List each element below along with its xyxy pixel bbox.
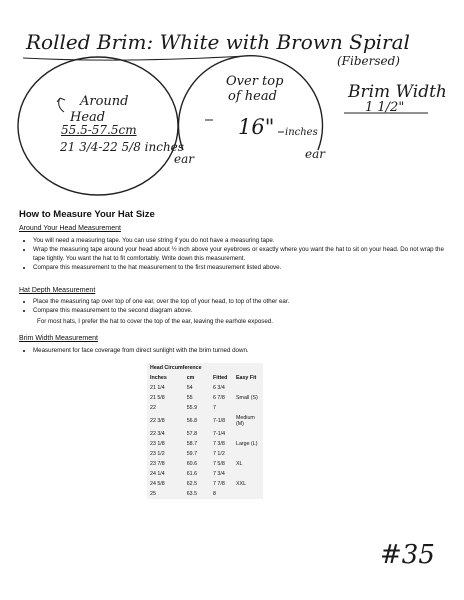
cell-cm: 57.8 xyxy=(186,431,198,437)
depth-note: For most hats, I prefer the hat to cover the top of the ear, leaving the earhole exposed. xyxy=(37,318,273,325)
cell-fitted: 7 7/8 xyxy=(213,481,225,487)
cell-fitted: 7 3/8 xyxy=(213,441,225,447)
cell-cm: 63.5 xyxy=(186,491,198,497)
table-row xyxy=(147,489,263,499)
cell-inches: 24 1/4 xyxy=(150,471,165,477)
cell-cm: 56.8 xyxy=(186,418,198,424)
cell-fitted: 6 7/8 xyxy=(213,395,225,401)
table-row xyxy=(147,413,263,429)
header-handwriting: Rolled Brim: White with Brown Spiral xyxy=(26,30,410,54)
page-title: How to Measure Your Hat Size xyxy=(19,209,155,220)
over-top-1: Over top xyxy=(226,74,284,89)
cell-fitted: 7 1/2 xyxy=(213,451,225,457)
around-inches: 21 3/4-22 5/8 inches xyxy=(60,140,184,154)
table-row xyxy=(147,383,263,393)
cell-easy: XL xyxy=(236,461,243,467)
cell-cm: 62.5 xyxy=(186,481,198,487)
cell-easy xyxy=(233,489,263,499)
list-item: • Measurement for face coverage from direct sunlight with the brim turned down. xyxy=(33,346,453,355)
cell-easy xyxy=(233,449,263,459)
brim-value: 1 1/2" xyxy=(365,100,405,115)
ear-left: ear xyxy=(174,152,194,166)
cell-cm: 54 xyxy=(186,385,193,391)
col-header-cm: cm xyxy=(186,375,195,381)
cell-cm: 55 xyxy=(186,395,193,401)
cell-inches: 24 5/8 xyxy=(150,481,165,487)
cell-inches: 22 3/4 xyxy=(150,431,165,437)
table-row xyxy=(147,439,263,449)
cell-cm: 58.7 xyxy=(186,441,198,447)
over-value: 16" xyxy=(238,115,275,139)
cell-cm: 55.9 xyxy=(186,405,198,411)
col-header-inches: Inches xyxy=(150,375,167,381)
around-label-1: Around xyxy=(80,94,129,109)
cell-cm: 61.6 xyxy=(186,471,198,477)
col-header-easy-fit: Easy Fit xyxy=(236,375,257,381)
list-item: • Compare this measurement to the second diagram above. xyxy=(33,306,453,315)
table-group-header: Head Circumference xyxy=(150,365,202,371)
cell-cm: 60.6 xyxy=(186,461,198,467)
cell-inches: 23 7/8 xyxy=(150,461,165,467)
list-item: • Wrap the measuring tape around your head about ½ inch above your eyebrows or exactly where you want the hat to sit on your head. Do not wrap the tape tightly. You want the hat to fit comfortably. Write down this measurement. xyxy=(33,245,453,263)
cell-inches: 23 1/2 xyxy=(150,451,165,457)
cell-fitted: 7 xyxy=(213,405,216,411)
section-heading-depth: Hat Depth Measurement xyxy=(19,287,96,294)
ear-right: ear xyxy=(305,147,325,161)
table-row xyxy=(147,479,263,489)
cell-easy xyxy=(233,403,263,413)
cell-cm: 59.7 xyxy=(186,451,198,457)
underline-header xyxy=(23,56,245,60)
around-label-2: Head xyxy=(70,110,106,125)
cell-inches: 25 xyxy=(150,491,156,497)
cell-fitted: 7 3/4 xyxy=(213,471,225,477)
size-table-body xyxy=(147,383,263,499)
cell-easy xyxy=(233,469,263,479)
brim-title: Brim Width xyxy=(348,82,447,102)
cell-easy xyxy=(233,429,263,439)
cell-inches: 23 1/8 xyxy=(150,441,165,447)
cell-easy xyxy=(233,383,263,393)
cell-easy: XXL xyxy=(236,481,247,487)
list-item: • Place the measuring tap over top of one ear, over the top of your head, to top of the other ear. xyxy=(33,297,453,306)
over-unit: inches xyxy=(285,127,318,138)
section-heading-brim: Brim Width Measurement xyxy=(19,335,98,342)
cell-easy: Medium (M) xyxy=(236,415,255,427)
cell-fitted: 6 3/4 xyxy=(213,385,225,391)
cell-inches: 22 3/8 xyxy=(150,418,165,424)
brim-bullet-list xyxy=(19,346,453,355)
cell-inches: 21 5/8 xyxy=(150,395,165,401)
cell-fitted: 7 5/8 xyxy=(213,461,225,467)
list-item: • Compare this measurement to the hat measurement to the first measurement listed above. xyxy=(33,263,453,272)
fiber-handwriting: (Fibersed) xyxy=(337,54,400,68)
table-row xyxy=(147,393,263,403)
col-header-fitted: Fitted xyxy=(213,375,228,381)
table-row xyxy=(147,469,263,479)
cell-easy: Large (L) xyxy=(236,441,258,447)
arrow-curve xyxy=(57,98,65,112)
table-row xyxy=(147,449,263,459)
table-row xyxy=(147,429,263,439)
list-item: • You will need a measuring tape. You can use string if you do not have a measuring tape. xyxy=(33,236,453,245)
over-top-2: of head xyxy=(228,89,277,104)
page-number: #35 xyxy=(380,540,435,570)
cell-fitted: 7-1/8 xyxy=(213,418,226,424)
section-heading-around: Around Your Head Measurement xyxy=(19,225,121,232)
cell-inches: 21 1/4 xyxy=(150,385,165,391)
around-cm: 55.5-57.5cm xyxy=(61,123,137,137)
cell-fitted: 8 xyxy=(213,491,216,497)
table-row xyxy=(147,459,263,469)
cell-easy: Small (S) xyxy=(236,395,258,401)
cell-fitted: 7-1/4 xyxy=(213,431,226,437)
depth-bullet-list xyxy=(19,297,453,315)
table-row xyxy=(147,403,263,413)
size-table xyxy=(147,363,263,499)
cell-inches: 22 xyxy=(150,405,156,411)
around-bullet-list xyxy=(19,236,453,272)
